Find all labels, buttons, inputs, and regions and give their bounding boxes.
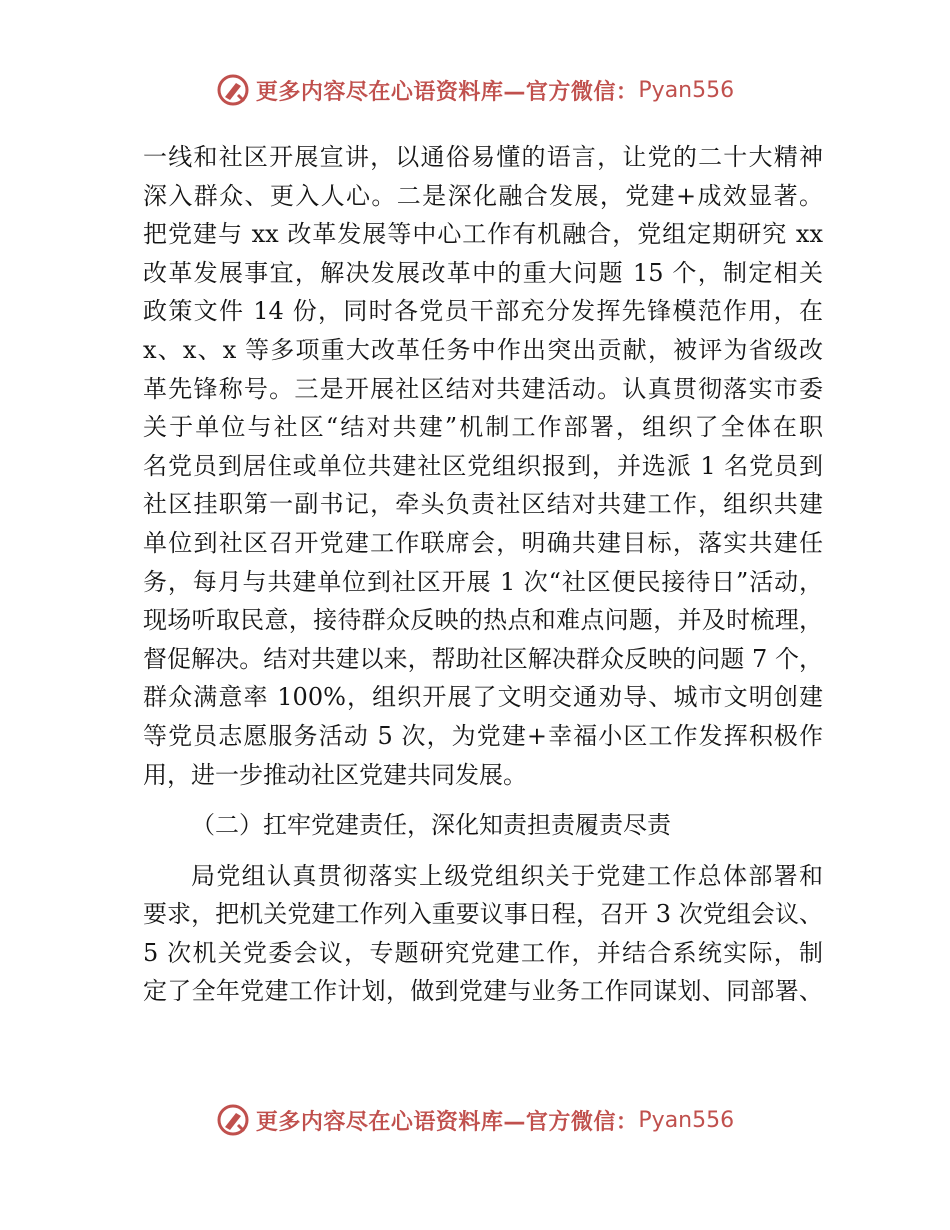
text-line: 用，进一步推动社区党建共同发展。 <box>143 760 527 789</box>
text-line: x、x、x 等多项重大改革任务中作出突出贡献，被评为省级改 <box>143 335 823 364</box>
text-line: 要求，把机关党建工作列入重要议事日程，召开 3 次党组会议、 <box>143 900 823 929</box>
text-line: 革先锋称号。三是开展社区结对共建活动。认真贯彻落实市委 <box>143 374 823 403</box>
text-line: 5 次机关党委会议，专题研究党建工作，并结合系统实际，制 <box>143 938 823 967</box>
header-watermark-banner <box>0 70 950 110</box>
text-line: 群众满意率 100%，组织开展了文明交通劝导、城市文明创建 <box>143 683 823 712</box>
text-line: 深入群众、更入人心。二是深化融合发展，党建+成效显著。 <box>143 181 823 210</box>
text-line: 督促解决。结对共建以来，帮助社区解决群众反映的问题 7 个， <box>143 644 823 673</box>
text-line: 政策文件 14 份，同时各党员干部充分发挥先锋模范作用，在 <box>143 297 823 326</box>
seal-logo-icon <box>216 73 250 107</box>
text-line: 等党员志愿服务活动 5 次，为党建+幸福小区工作发挥积极作 <box>143 721 823 750</box>
banner-wechat-id: Pyan556 <box>638 1107 735 1133</box>
text-line: 把党建与 xx 改革发展等中心工作有机融合，党组定期研究 xx <box>143 220 823 249</box>
text-line: 现场听取民意，接待群众反映的热点和难点问题，并及时梳理， <box>143 606 823 635</box>
text-line: 局党组认真贯彻落实上级党组织关于党建工作总体部署和 <box>191 861 823 890</box>
text-line: 名党员到居住或单位共建社区党组织报到，并选派 1 名党员到 <box>143 451 823 480</box>
document-body <box>143 138 823 1011</box>
text-line: 单位到社区召开党建工作联席会，明确共建目标，落实共建任 <box>143 528 823 557</box>
text-line: 务，每月与共建单位到社区开展 1 次“社区便民接待日”活动， <box>143 567 823 596</box>
section-heading: （二）扛牢党建责任，深化知责担责履责尽责 <box>191 811 671 840</box>
banner-text: 更多内容尽在心语资料库—官方微信： <box>255 1109 639 1135</box>
text-line: 社区挂职第一副书记，牵头负责社区结对共建工作，组织共建 <box>143 490 823 519</box>
text-line: 关于单位与社区“结对共建”机制工作部署，组织了全体在职 <box>143 413 823 442</box>
text-line: 一线和社区开展宣讲，以通俗易懂的语言，让党的二十大精神 <box>143 143 823 171</box>
footer-watermark-banner <box>0 1100 950 1140</box>
banner-wechat-id: Pyan556 <box>638 77 735 103</box>
seal-logo-icon <box>216 1103 250 1137</box>
text-line: 定了全年党建工作计划，做到党建与业务工作同谋划、同部署、 <box>143 977 823 1006</box>
text-line: 改革发展事宜，解决发展改革中的重大问题 15 个，制定相关 <box>143 258 823 287</box>
banner-text: 更多内容尽在心语资料库—官方微信： <box>255 79 639 105</box>
